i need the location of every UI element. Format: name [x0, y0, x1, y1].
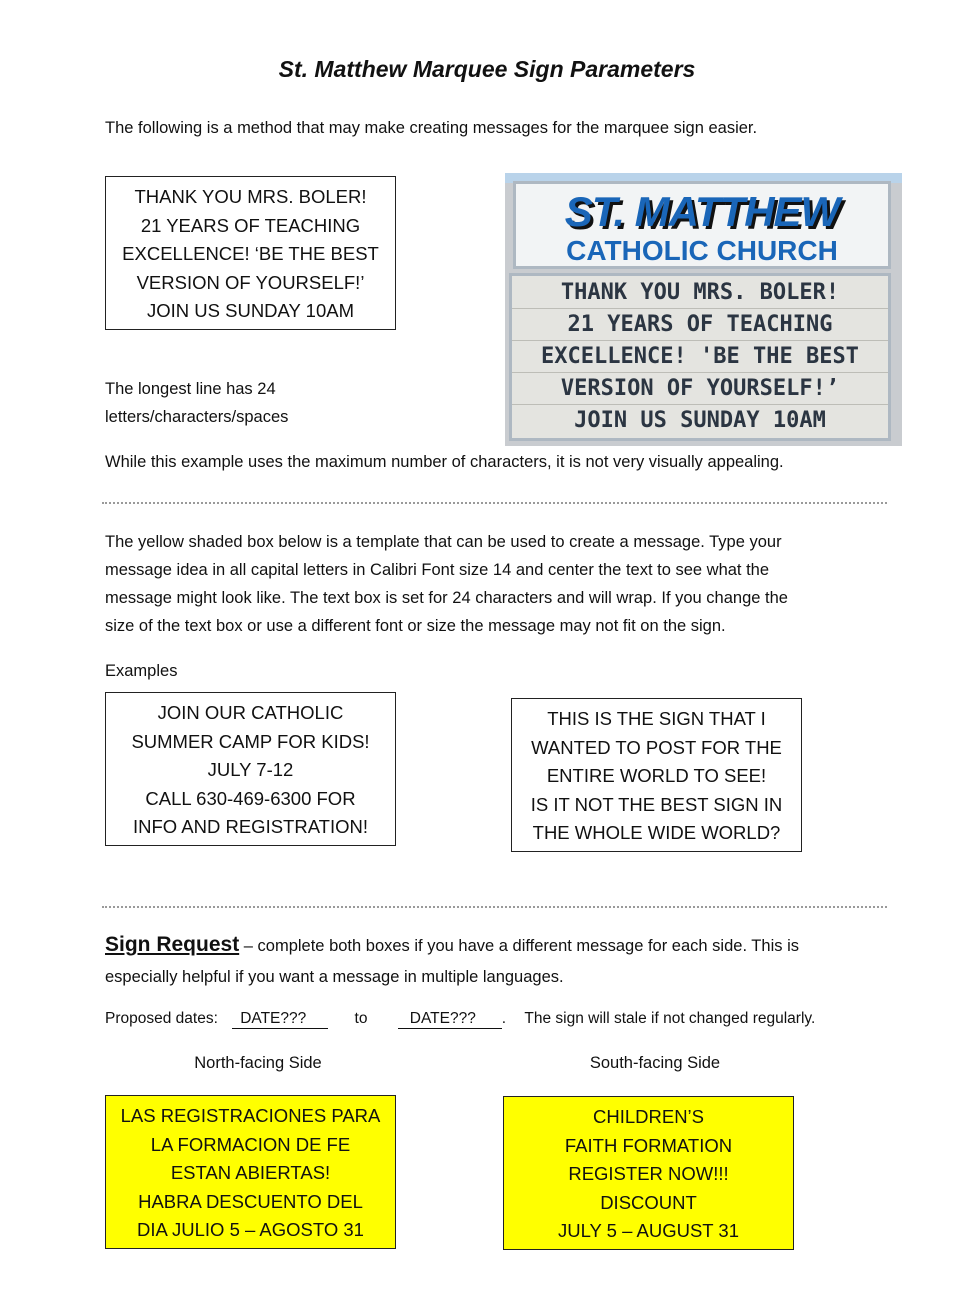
- instruction-line: The yellow shaded box below is a template that can be used to create a message. Type your: [105, 533, 782, 551]
- box-line: EXCELLENCE! ‘BE THE BEST: [122, 243, 379, 265]
- note-line: letters/characters/spaces: [105, 408, 289, 426]
- dates-label: Proposed dates:: [105, 1010, 218, 1027]
- north-message-box[interactable]: [105, 1095, 396, 1249]
- sign-request-intro: [105, 929, 799, 993]
- sign-letter-board: [509, 273, 891, 441]
- box-line: DIA JULIO 5 – AGOSTO 31: [137, 1219, 364, 1241]
- request-text: especially helpful if you want a message in multiple languages.: [105, 968, 564, 986]
- marquee-sign-photo: [505, 173, 902, 446]
- box-line: JULY 7-12: [207, 759, 294, 781]
- sign-name: ST. MATTHEW: [564, 188, 840, 235]
- box-line: SUMMER CAMP FOR KIDS!: [131, 730, 370, 752]
- box-line: ENTIRE WORLD TO SEE!: [546, 765, 767, 787]
- example-box-2: [511, 698, 802, 852]
- proposed-dates-row: [105, 1010, 815, 1029]
- box-line: LA FORMACION DE FE: [150, 1133, 351, 1155]
- box-line: WANTED TO POST FOR THE: [531, 736, 782, 758]
- dotted-divider: [102, 502, 887, 504]
- box-line: ESTAN ABIERTAS!: [170, 1162, 331, 1184]
- south-label: South-facing Side: [589, 1054, 721, 1072]
- examples-label: Examples: [105, 662, 178, 680]
- period: .: [501, 1010, 507, 1027]
- box-line: LAS REGISTRACIONES PARA: [120, 1105, 381, 1126]
- date-to-field[interactable]: DATE???: [398, 1010, 502, 1029]
- sign-header-panel: [513, 181, 891, 269]
- box-line: IS IT NOT THE BEST SIGN IN: [530, 793, 783, 815]
- box-line: CHILDREN’S: [592, 1106, 705, 1127]
- box-line: THE WHOLE WIDE WORLD?: [532, 822, 781, 844]
- box-line: THANK YOU MRS. BOLER!: [134, 186, 367, 207]
- box-line: CALL 630-469-6300 FOR: [145, 787, 356, 809]
- caveat-text: While this example uses the maximum number of characters, it is not very visually appealing.: [105, 453, 784, 471]
- north-label: North-facing Side: [194, 1054, 322, 1072]
- sign-line: EXCELLENCE! 'BE THE BEST: [512, 342, 888, 373]
- box-line: 21 YEARS OF TEACHING: [140, 214, 361, 236]
- date-from-field[interactable]: DATE???: [232, 1010, 328, 1029]
- page-title: St. Matthew Marquee Sign Parameters: [278, 56, 696, 82]
- dotted-divider: [102, 906, 887, 908]
- request-line: [105, 929, 799, 962]
- box-line: JOIN OUR CATHOLIC: [157, 702, 344, 723]
- request-line: [105, 962, 799, 993]
- box-line: JULY 5 – AUGUST 31: [558, 1220, 739, 1242]
- box-line: JOIN US SUNDAY 10AM: [147, 300, 354, 322]
- instruction-line: size of the text box or use a different font or size the message may not fit on the sign.: [105, 617, 726, 635]
- to-label: to: [354, 1010, 368, 1027]
- sign-line: JOIN US SUNDAY 10AM: [574, 408, 826, 433]
- sign-line: 21 YEARS OF TEACHING: [512, 310, 888, 341]
- south-message-box[interactable]: [503, 1096, 794, 1250]
- sign-line: THANK YOU MRS. BOLER!: [512, 278, 888, 309]
- longest-line-note: [105, 375, 288, 431]
- box-line: INFO AND REGISTRATION!: [132, 816, 369, 838]
- request-text: – complete both boxes if you have a different message for each side. This is: [239, 937, 799, 955]
- sign-request-heading: Sign Request: [105, 933, 240, 956]
- instruction-line: message idea in all capital letters in Calibri Font size 14 and center the text to see what the: [105, 561, 770, 579]
- box-line: VERSION OF YOURSELF!’: [136, 271, 365, 293]
- note-line: The longest line has 24: [105, 380, 276, 398]
- stale-note: The sign will stale if not changed regularly.: [524, 1010, 816, 1027]
- box-line: DISCOUNT: [600, 1191, 697, 1213]
- box-line: FAITH FORMATION: [564, 1134, 733, 1156]
- sign-line: VERSION OF YOURSELF!’: [512, 374, 888, 405]
- box-line: REGISTER NOW!!!: [568, 1163, 729, 1185]
- intro-text: The following is a method that may make creating messages for the marquee sign easier.: [105, 119, 758, 137]
- box-line: HABRA DESCUENTO DEL: [138, 1190, 363, 1212]
- box-line: THIS IS THE SIGN THAT I: [547, 708, 766, 729]
- sign-subtitle: CATHOLIC CHURCH: [566, 235, 838, 266]
- example-box-1: [105, 692, 396, 846]
- instruction-line: message might look like. The text box is set for 24 characters and will wrap. If you change the: [105, 589, 788, 607]
- example-message-box: [105, 176, 396, 330]
- instructions: [105, 528, 788, 640]
